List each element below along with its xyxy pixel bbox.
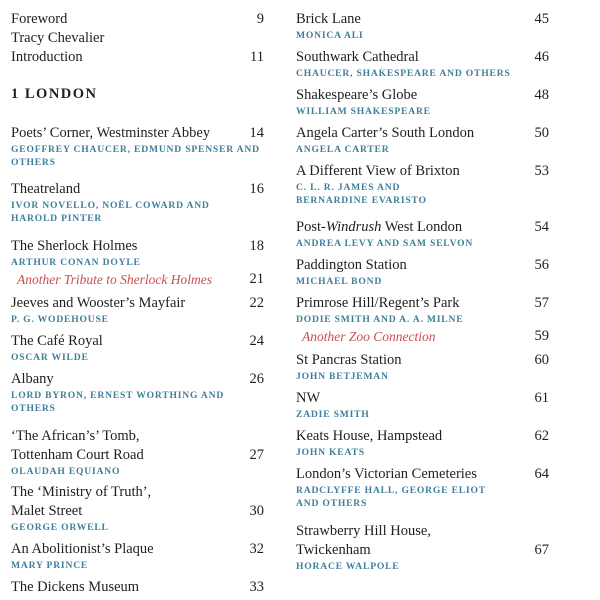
toc-entry-introduction[interactable] <box>11 48 264 67</box>
toc-title: Jeeves and Wooster’s Mayfair <box>11 295 186 311</box>
toc-page: 14 <box>249 125 264 141</box>
toc-title: Paddington Station <box>296 257 407 273</box>
toc-title: St Pancras Station <box>296 352 402 368</box>
toc-title: Southwark Cathedral <box>296 49 419 65</box>
toc-page: 50 <box>534 125 549 141</box>
toc-sub-entry[interactable] <box>296 327 549 346</box>
toc-author: GEOFFREY CHAUCER, EDMUND SPENSER AND OTHERS <box>11 144 260 168</box>
toc-author: ANDREA LEVY AND SAM SELVON <box>296 238 474 249</box>
toc-entry[interactable] <box>296 427 549 459</box>
toc-page: 60 <box>534 352 549 368</box>
toc-author: JOHN BETJEMAN <box>296 371 389 382</box>
toc-author: ANGELA CARTER <box>296 144 390 155</box>
toc-title: Keats House, Hampstead <box>296 428 443 444</box>
toc-page: 54 <box>534 219 549 235</box>
toc-title: NW <box>296 390 321 406</box>
toc-title-prefix: Post- <box>296 219 326 235</box>
toc-page: 32 <box>249 541 264 557</box>
toc-author: CHAUCER, SHAKESPEARE AND OTHERS <box>296 68 511 79</box>
section-heading: 1 LONDON <box>11 86 98 102</box>
toc-author: OLAUDAH EQUIANO <box>11 466 121 477</box>
toc-page: 67 <box>534 542 549 558</box>
toc-author: DODIE SMITH AND A. A. MILNE <box>296 314 464 325</box>
toc-title: The Dickens Museum <box>11 579 140 595</box>
toc-author: OSCAR WILDE <box>11 352 89 363</box>
toc-title <box>296 218 549 237</box>
toc-title-emphasis: Windrush <box>325 219 382 235</box>
toc-title-suffix: West London <box>381 219 463 235</box>
toc-page: 21 <box>249 271 264 287</box>
toc-entry-foreword-author <box>11 29 264 48</box>
toc-title: Albany <box>11 371 54 387</box>
toc-title: A Different View of Brixton <box>296 163 460 179</box>
toc-page: 16 <box>249 181 264 197</box>
toc-page: 9 <box>256 11 264 27</box>
toc-author: MONICA ALI <box>296 30 364 41</box>
toc-author: C. L. R. JAMES AND BERNARDINE EVARISTO <box>296 182 427 206</box>
toc-entry[interactable] <box>296 48 549 80</box>
toc-entry[interactable] <box>296 522 549 573</box>
toc-title: The Café Royal <box>11 333 103 349</box>
toc-entry[interactable] <box>296 86 549 118</box>
toc-page: 64 <box>534 466 549 482</box>
toc-entry[interactable] <box>296 124 549 156</box>
toc-entry[interactable] <box>296 162 549 207</box>
toc-page: 33 <box>249 579 264 595</box>
toc-title: London’s Victorian Cemeteries <box>296 466 477 482</box>
toc-entry[interactable] <box>296 294 549 326</box>
toc-page: 18 <box>249 238 264 254</box>
toc-author: IVOR NOVELLO, NOËL COWARD AND HAROLD PINTER <box>11 200 210 224</box>
toc-title: An Abolitionist’s Plaque <box>11 541 154 557</box>
toc-title: Angela Carter’s South London <box>296 125 475 141</box>
toc-page: 11 <box>250 49 264 65</box>
toc-title: Primrose Hill/Regent’s Park <box>296 295 460 311</box>
toc-title: Theatreland <box>11 181 81 197</box>
toc-page: 62 <box>534 428 549 444</box>
toc-author: MARY PRINCE <box>11 560 89 571</box>
toc-page: 46 <box>534 49 549 65</box>
toc-entry[interactable] <box>296 389 549 421</box>
toc-title: Brick Lane <box>296 11 361 27</box>
toc-entry[interactable] <box>296 351 549 383</box>
toc-page: 56 <box>534 257 549 273</box>
toc-entry[interactable] <box>11 180 264 225</box>
toc-page: 26 <box>249 371 264 387</box>
toc-entry[interactable] <box>296 465 549 510</box>
toc-entry[interactable] <box>11 540 264 572</box>
toc-author: WILLIAM SHAKESPEARE <box>296 106 431 117</box>
toc-author: GEORGE ORWELL <box>11 522 109 533</box>
toc-title: Tracy Chevalier <box>11 30 105 46</box>
toc-entry[interactable] <box>11 427 264 478</box>
toc-author: HORACE WALPOLE <box>296 561 400 572</box>
toc-author: MICHAEL BOND <box>296 276 383 287</box>
toc-author: ZADIE SMITH <box>296 409 370 420</box>
toc-entry[interactable] <box>11 332 264 364</box>
toc-title: Introduction <box>11 49 83 65</box>
toc-page: 30 <box>249 503 264 519</box>
toc-entry[interactable] <box>11 294 264 326</box>
toc-title: Foreword <box>11 11 68 27</box>
toc-page: 45 <box>534 11 549 27</box>
toc-page: 57 <box>534 295 549 311</box>
toc-page: 53 <box>534 163 549 179</box>
toc-title: Another Zoo Connection <box>302 329 436 344</box>
toc-author: JOHN KEATS <box>296 447 365 458</box>
toc-entry[interactable] <box>11 124 264 169</box>
toc-page: 48 <box>534 87 549 103</box>
toc-author: P. G. WODEHOUSE <box>11 314 109 325</box>
toc-author: ARTHUR CONAN DOYLE <box>11 257 141 268</box>
toc-title: The Sherlock Holmes <box>11 238 138 254</box>
toc-entry[interactable] <box>11 237 264 269</box>
toc-entry[interactable] <box>296 10 549 42</box>
toc-entry[interactable] <box>11 370 264 415</box>
toc-entry[interactable] <box>11 483 264 534</box>
toc-entry[interactable] <box>296 218 549 250</box>
toc-title: ‘The African’s’ Tomb, Tottenham Court Road <box>11 428 144 463</box>
toc-title: Strawberry Hill House, Twickenham <box>296 523 431 558</box>
toc-entry-foreword[interactable] <box>11 10 264 29</box>
toc-entry[interactable] <box>11 578 264 597</box>
toc-page: 59 <box>534 328 549 344</box>
toc-title: Another Tribute to Sherlock Holmes <box>17 272 212 287</box>
toc-page: 61 <box>534 390 549 406</box>
toc-entry[interactable] <box>296 256 549 288</box>
toc-page: 27 <box>249 447 264 463</box>
toc-title: The ‘Ministry of Truth’, Malet Street <box>11 484 152 519</box>
toc-title: Poets’ Corner, Westminster Abbey <box>11 125 211 141</box>
toc-page: 22 <box>249 295 264 311</box>
toc-author: LORD BYRON, ERNEST WORTHING AND OTHERS <box>11 390 225 414</box>
toc-sub-entry[interactable] <box>11 270 264 289</box>
toc-author: RADCLYFFE HALL, GEORGE ELIOT AND OTHERS <box>296 485 486 509</box>
toc-page: 24 <box>249 333 264 349</box>
toc-title: Shakespeare’s Globe <box>296 87 418 103</box>
